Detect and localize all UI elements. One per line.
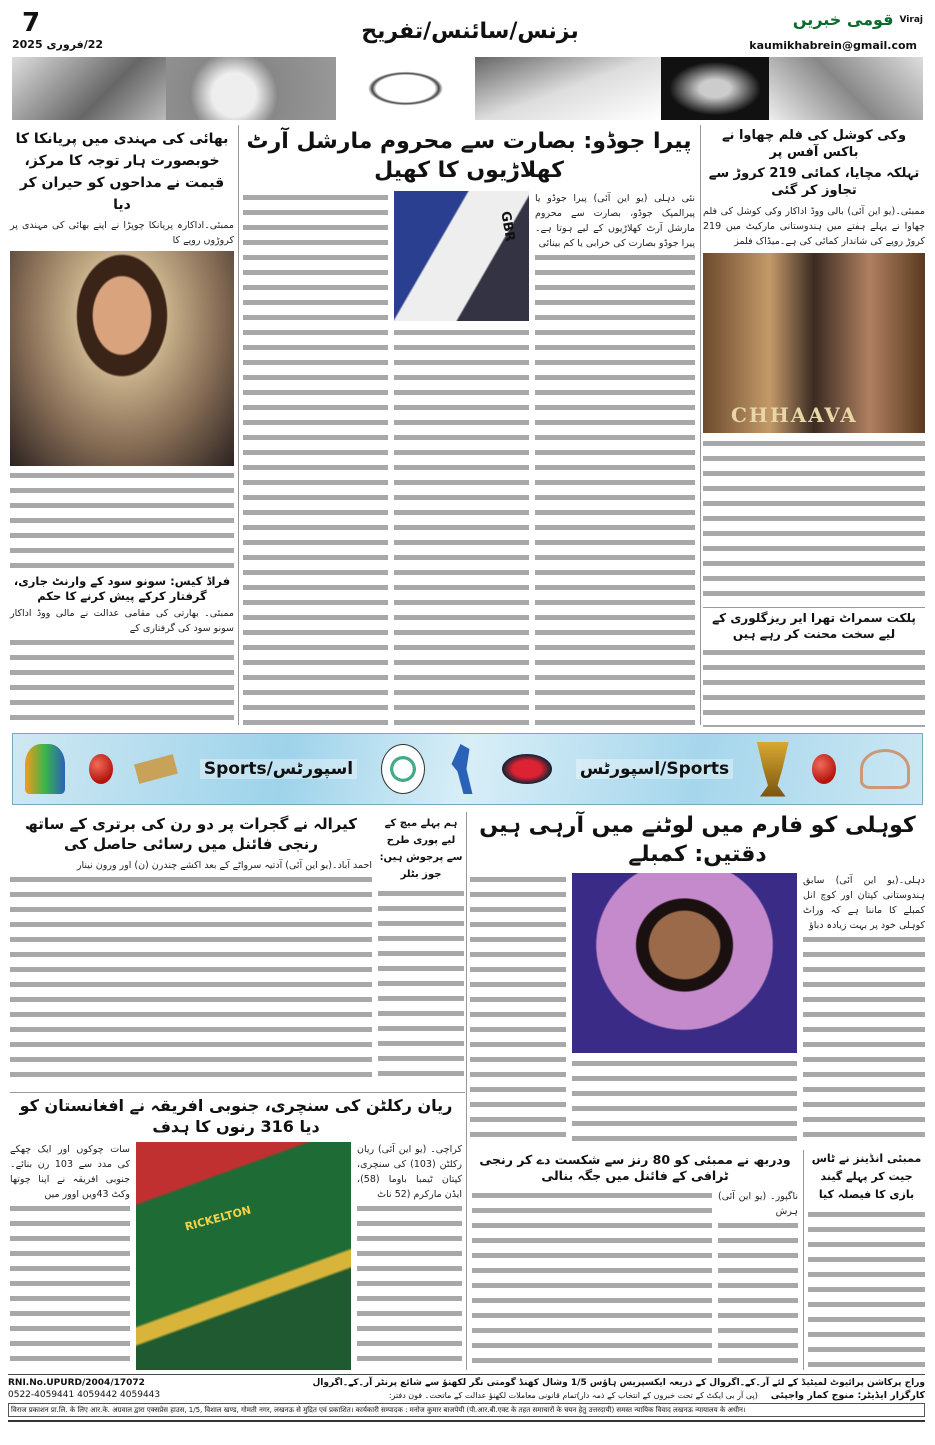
chhaava-article — [703, 128, 925, 604]
shuttlecock-icon — [25, 744, 65, 794]
kumble-photo — [572, 873, 797, 1053]
herbs-image — [12, 57, 166, 120]
hindi-imprint-line: विराज प्रकाशन प्रा.लि. के लिए आर.के. अग्रवाल द्वारा एक्सप्रेस हाउस, 1/5, विशाल खण्ड, गोमती नगर, लखनऊ से मुद्रित एवं प्रकाशित। कार्यकारी सम्पादक : मनोज कुमार बाजपेयी (पी.आर.बी.एक्ट के तहत समाचारों के चयन हेतु उत्तरदायी) समस्त न्यायिक विवाद लखनऊ न्यायालय के अधीन। — [8, 1403, 925, 1417]
page-header — [0, 0, 935, 55]
mumbai-indians-headline: ممبئی انڈینز نے ٹاس جیت کر پہلے گیند بازی کا فیصلہ کیا — [811, 1152, 922, 1201]
vidarbha-body-col-2 — [472, 1189, 712, 1371]
pulkit-article — [703, 611, 925, 727]
kerala-headline: کیرالہ نے گجرات پر دو رن کی برتری کے ساتھ رنجی فائنل میں رسائی حاصل کی — [25, 815, 357, 853]
kohli-lead: دہلی۔(یو این آئی) سابق ہندوستانی کپتان اور کوچ انل کمبلے کا ماننا ہے کہ وراٹ کوہلی خود پر بہت زیادہ دباؤ — [803, 875, 925, 932]
judo-headline: پیرا جوڈو: بصارت سے محروم مارشل آرٹ کھلاڑیوں کا کھیل — [246, 129, 692, 183]
kerala-article — [10, 815, 372, 1087]
stock-chart-image — [769, 57, 923, 120]
judo-jersey-text: GBR — [497, 210, 518, 244]
mumbai-indians-article — [808, 1150, 925, 1370]
rni-number: RNI.No.UPURD/2004/17072 — [8, 1378, 145, 1388]
section-title: بزنس/سائنس/تفریح — [361, 19, 579, 44]
priyanka-lead: ممبئی۔اداکارہ پریانکا چوپڑا نے اپنے بھائی کی مہندی پر کروڑوں روپے کا — [10, 220, 234, 246]
kerala-lead: احمد آباد۔(یو این آئی) آدتیہ سرواٹے کے بعد اکشے چندرن (ن) اور ورون نینار — [76, 860, 372, 871]
fraud-headline: فراڈ کیس: سونو سود کے وارنٹ جاری، گرفتار کرکے پیش کرنے کا حکم — [13, 574, 231, 603]
phone-numbers: 0522-4059441 4059442 4059443 — [8, 1390, 161, 1400]
judo-lead: نئی دہلی (یو این آئی) پیرا جوڈو یا پیرالمپک جوڈو، بصارت سے محروم مارشل آرٹ کھلاڑیوں کے لیے ہوتا ہے۔پیرا جوڈو بصارت کی خرابی یا کم بینائی — [535, 193, 695, 250]
fraud-body-text — [10, 636, 234, 726]
chhaava-body-text — [703, 437, 925, 604]
vidarbha-article — [472, 1152, 798, 1370]
publisher-line: وراج پرکاشن پرائیوٹ لمیٹیڈ کے لئے آر۔کے۔اگروال کے ذریعہ ایکسپریس ہاؤس 1/5 وشال کھنڈ گومتی نگر لکھنؤ سے شائع پرنٹر آر۔کے۔اگروال — [312, 1378, 925, 1388]
vidarbha-headline: ودربھ نے ممبئی کو 80 رنز سے شکست دے کر رنجی ٹرافی کے فائنل میں جگہ بنالی — [479, 1152, 791, 1184]
priyanka-body-text — [10, 469, 234, 570]
football-icon — [381, 744, 425, 794]
imprint-footer — [8, 1374, 925, 1422]
rickelton-lead: کراچی۔ (یو این آئی) ریان رکلٹن (103) کی سنچری، کپتان ٹیمبا باوما (58)، ایڈن مارکرم (52 ناٹ — [357, 1143, 462, 1200]
tennis-rackets-icon — [860, 749, 910, 789]
rickelton-photo — [136, 1142, 351, 1370]
logo-mark: Viraj — [899, 14, 923, 25]
globes-image — [166, 57, 336, 120]
butler-body-text — [378, 887, 464, 1085]
masthead-logo — [793, 10, 923, 29]
vidarbha-lead: ناگپور۔ (یو این آئی) ہرش — [718, 1190, 798, 1217]
judo-body-col-1 — [535, 251, 695, 726]
rickelton-headline: ریان رکلٹن کی سنچری، جنوبی افریقہ نے افغانستان کو دیا 316 رنوں کا ہدف — [19, 1096, 453, 1136]
anatomy-image — [661, 57, 769, 120]
pulkit-headline: پلکت سمراٹ تھرا ایر ریزگلوری کے لیے سخت محنت کر رہے ہیں — [712, 611, 916, 641]
judo-article — [243, 128, 695, 726]
stumps-icon — [134, 754, 178, 784]
logo-text: قومی خبریں — [792, 10, 894, 29]
rickelton-body-col-1 — [357, 1202, 462, 1370]
rugby-ball-icon — [502, 754, 552, 784]
kohli-headline: کوہلی کو فارم میں لوٹنے میں آرہی ہیں دقتیں: کمبلے — [479, 813, 916, 867]
sports-banner — [12, 733, 923, 805]
stethoscope-image — [336, 57, 475, 120]
vidarbha-body-col-1 — [718, 1219, 798, 1371]
rickelton-lead-2: سات چوکوں اور ایک چھکے کی مدد سے 103 رن بنائے۔جنوبی افریقہ نے اپنا چوتھا وکٹ 43ویں اوور میں — [10, 1143, 130, 1200]
page-number: 7 — [22, 8, 41, 38]
fraud-lead: ممبئی۔ بھارتی کی مقامی عدالت نے مالی ووڈ اداکار سونو سود کی گرفتاری کے — [10, 607, 234, 634]
priyanka-headline: بھائی کی مہندی میں پریانکا کا خوبصورت ہار توجہ کا مرکز، قیمت نے مداحوں کو حیران کر دیا — [15, 131, 229, 213]
chhaava-lead: ممبئی۔(یو این آئی) بالی ووڈ اداکار وکی کوشل کی فلم چھاوا نے پہلے ہفتے میں ہندوستانی مارکیٹ میں 219 کروڑ روپے کی شاندار کمائی کی ہے۔میڈاک فلمز — [703, 205, 925, 247]
priyanka-article — [10, 128, 234, 570]
editor-name: کارگزار ایڈیٹر: منوج کمار واجپئی — [770, 1390, 925, 1401]
kohli-body-col-1 — [803, 933, 925, 1146]
chhaava-poster-image — [703, 253, 925, 433]
chhaava-headline-1: وکی کوشل کی فلم چھاوا نے باکس آفس پر — [721, 128, 907, 160]
chhaava-poster-title: CHHAAVA — [731, 402, 858, 427]
butler-article — [378, 815, 464, 1085]
kohli-body-col-left — [470, 873, 566, 1146]
kohli-body-bottom — [572, 1057, 797, 1146]
mumbai-indians-body-text — [808, 1208, 925, 1370]
rickelton-article — [10, 1096, 462, 1370]
cricket-ball-icon-2 — [812, 754, 836, 784]
header-image-strip — [12, 57, 923, 120]
rickelton-jersey-text: RICKELTON — [183, 1203, 253, 1234]
legal-line: (پی آر بی ایکٹ کے تحت خبروں کے انتخاب کے ذمہ دار)تمام قانونی معاملات لکھنؤ عدالت کے ماتحت۔ فون دفتر: — [388, 1391, 758, 1400]
issue-date: 22/فروری 2025 — [12, 38, 104, 51]
film-reel-image — [475, 57, 660, 120]
judo-body-col-3 — [243, 191, 388, 726]
judo-body-col-2 — [394, 326, 529, 726]
priyanka-photo — [10, 251, 234, 466]
fraud-article — [10, 574, 234, 726]
batsman-icon — [448, 744, 478, 794]
butler-headline: ہم پہلے میچ کے لیے پوری طرح سے پرجوش ہیں: جوز بٹلر — [379, 818, 463, 880]
kerala-body-text — [10, 873, 372, 1087]
cricket-ball-icon — [89, 754, 113, 784]
pulkit-body-text — [703, 646, 925, 727]
contact-email[interactable]: kaumikhabrein@gmail.com — [749, 39, 917, 52]
chhaava-headline-2: تہلکہ مچایا، کمائی 219 کروڑ سے تجاوز کر گئی — [708, 165, 920, 198]
sports-label-2: اسپورٹس/Sports — [576, 759, 733, 779]
trophy-icon — [757, 742, 789, 797]
sports-label-1: Sports/اسپورٹس — [200, 759, 357, 779]
kohli-article — [470, 812, 925, 1146]
rickelton-body-col-2 — [10, 1202, 130, 1370]
judo-photo — [394, 191, 529, 321]
